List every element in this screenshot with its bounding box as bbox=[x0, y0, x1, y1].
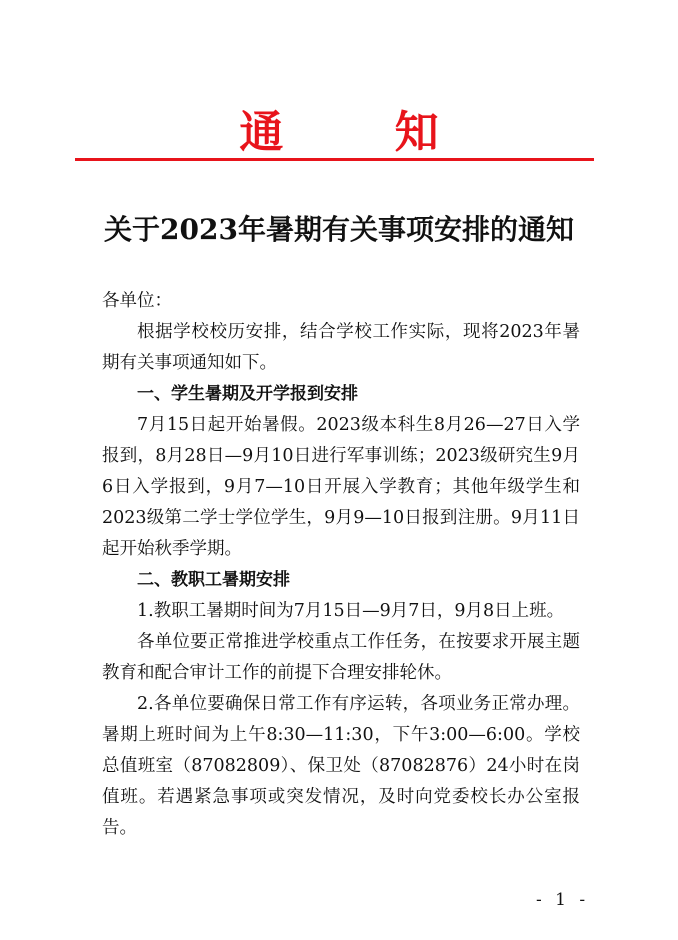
notice-header-title: 通 知 bbox=[239, 107, 487, 158]
intro-paragraph: 根据学校校历安排，结合学校工作实际，现将2023年暑期有关事项通知如下。 bbox=[102, 322, 580, 373]
section-2-item-1: 1.教职工暑期时间为7月15日—9月7日，9月8日上班。 bbox=[137, 601, 565, 621]
header-red-rule bbox=[75, 158, 594, 161]
page-number: - 1 - bbox=[536, 890, 590, 910]
section-2-item-1-note: 各单位要正常推进学校重点工作任务，在按要求开展主题教育和配合审计工作的前提下合理安排轮休。 bbox=[102, 632, 580, 683]
document-body bbox=[102, 286, 580, 844]
salutation: 各单位： bbox=[102, 291, 172, 311]
section-2-item-2: 2.各单位要确保日常工作有序运转，各项业务正常办理。暑期上班时间为上午8:30—11:30，下午3:00—6:00。学校总值班室（87082809）、保卫处（87082876）24小时在岗值班。若遇紧急事项或突发情况，及时向党委校长办公室报告。 bbox=[102, 694, 580, 838]
section-2-heading: 二、教职工暑期安排 bbox=[137, 570, 290, 590]
section-1-paragraph: 7月15日起开始暑假。2023级本科生8月26—27日入学报到，8月28日—9月10日进行军事训练；2023级研究生9月6日入学报到，9月7—10日开展入学教育；其他年级学生和2023级第二学士学位学生，9月9—10日报到注册。9月11日起开始秋季学期。 bbox=[102, 415, 580, 559]
section-1-heading: 一、学生暑期及开学报到安排 bbox=[137, 384, 358, 404]
document-title: 关于2023年暑期有关事项安排的通知 bbox=[104, 213, 574, 246]
